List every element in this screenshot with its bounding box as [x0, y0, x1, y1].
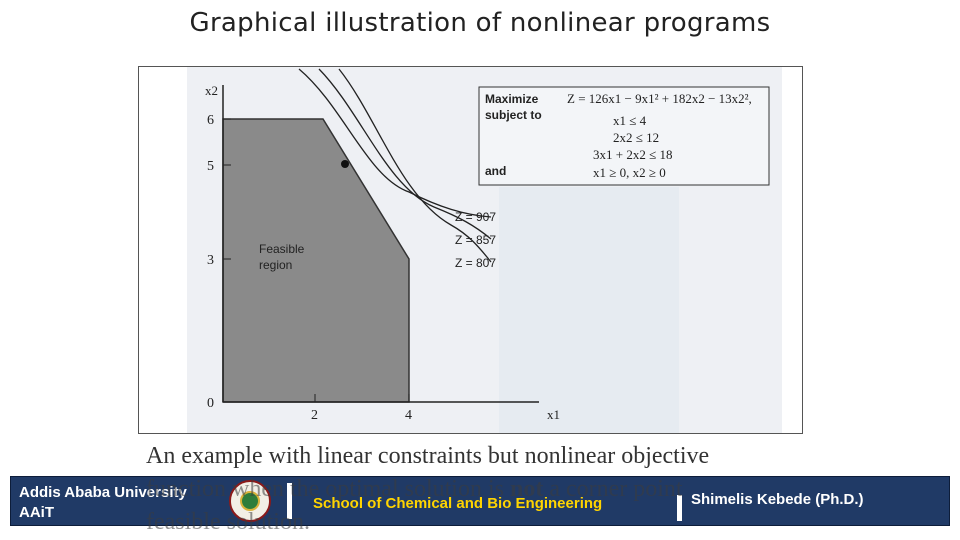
- y-tick-label: 6: [207, 113, 214, 128]
- maximize-label: Maximize: [485, 92, 539, 106]
- x-tick-label: 2: [311, 408, 318, 423]
- caption-line-2-prefix: function when the optimal solution is: [146, 476, 510, 502]
- caption-line-2-bold: not: [509, 476, 544, 502]
- university-logo-icon: [229, 480, 271, 522]
- graph-svg: [139, 67, 802, 433]
- y-axis-label: x2: [205, 83, 218, 98]
- x-tick-label: 4: [405, 408, 412, 423]
- contour-label: Z = 907: [455, 210, 497, 224]
- y-tick-label: 3: [207, 253, 214, 268]
- footer-divider: [677, 495, 682, 521]
- caption-line-3: feasible solution.: [146, 509, 310, 535]
- institute-name: AAiT: [19, 504, 54, 521]
- optimal-point: [341, 160, 349, 168]
- constraint: x1 ≤ 4: [613, 113, 647, 128]
- caption-line-2-suffix: a corner point: [543, 476, 683, 502]
- constraint: 2x2 ≤ 12: [613, 130, 660, 145]
- x-axis-label: x1: [547, 407, 560, 422]
- contour-label: Z = 807: [455, 256, 497, 270]
- school-name: School of Chemical and Bio Engineering: [313, 495, 603, 512]
- caption-line-1: An example with linear constraints but nonlinear objective: [146, 443, 710, 469]
- nonnegativity: x1 ≥ 0, x2 ≥ 0: [593, 165, 666, 180]
- y-tick-label: 0: [207, 396, 214, 411]
- objective-function: Z = 126x1 − 9x1² + 182x2 − 13x2²,: [567, 91, 752, 106]
- footer-bar: [10, 476, 950, 526]
- footer-university: [19, 483, 187, 523]
- subject-to-label: subject to: [485, 108, 542, 122]
- slide-title: Graphical illustration of nonlinear programs: [189, 8, 771, 38]
- figure-graph: [138, 66, 803, 434]
- caption: [146, 440, 846, 473]
- and-label: and: [485, 164, 507, 178]
- author-name: Shimelis Kebede (Ph.D.): [691, 491, 864, 508]
- region-label: region: [259, 258, 293, 272]
- footer-divider: [287, 483, 292, 519]
- constraint: 3x1 + 2x2 ≤ 18: [593, 147, 673, 162]
- y-tick-label: 5: [207, 159, 214, 174]
- university-name: Addis Ababa University: [19, 484, 187, 501]
- scan-shadow: [499, 187, 679, 433]
- contour-label: Z = 857: [455, 233, 497, 247]
- region-label: Feasible: [259, 242, 305, 256]
